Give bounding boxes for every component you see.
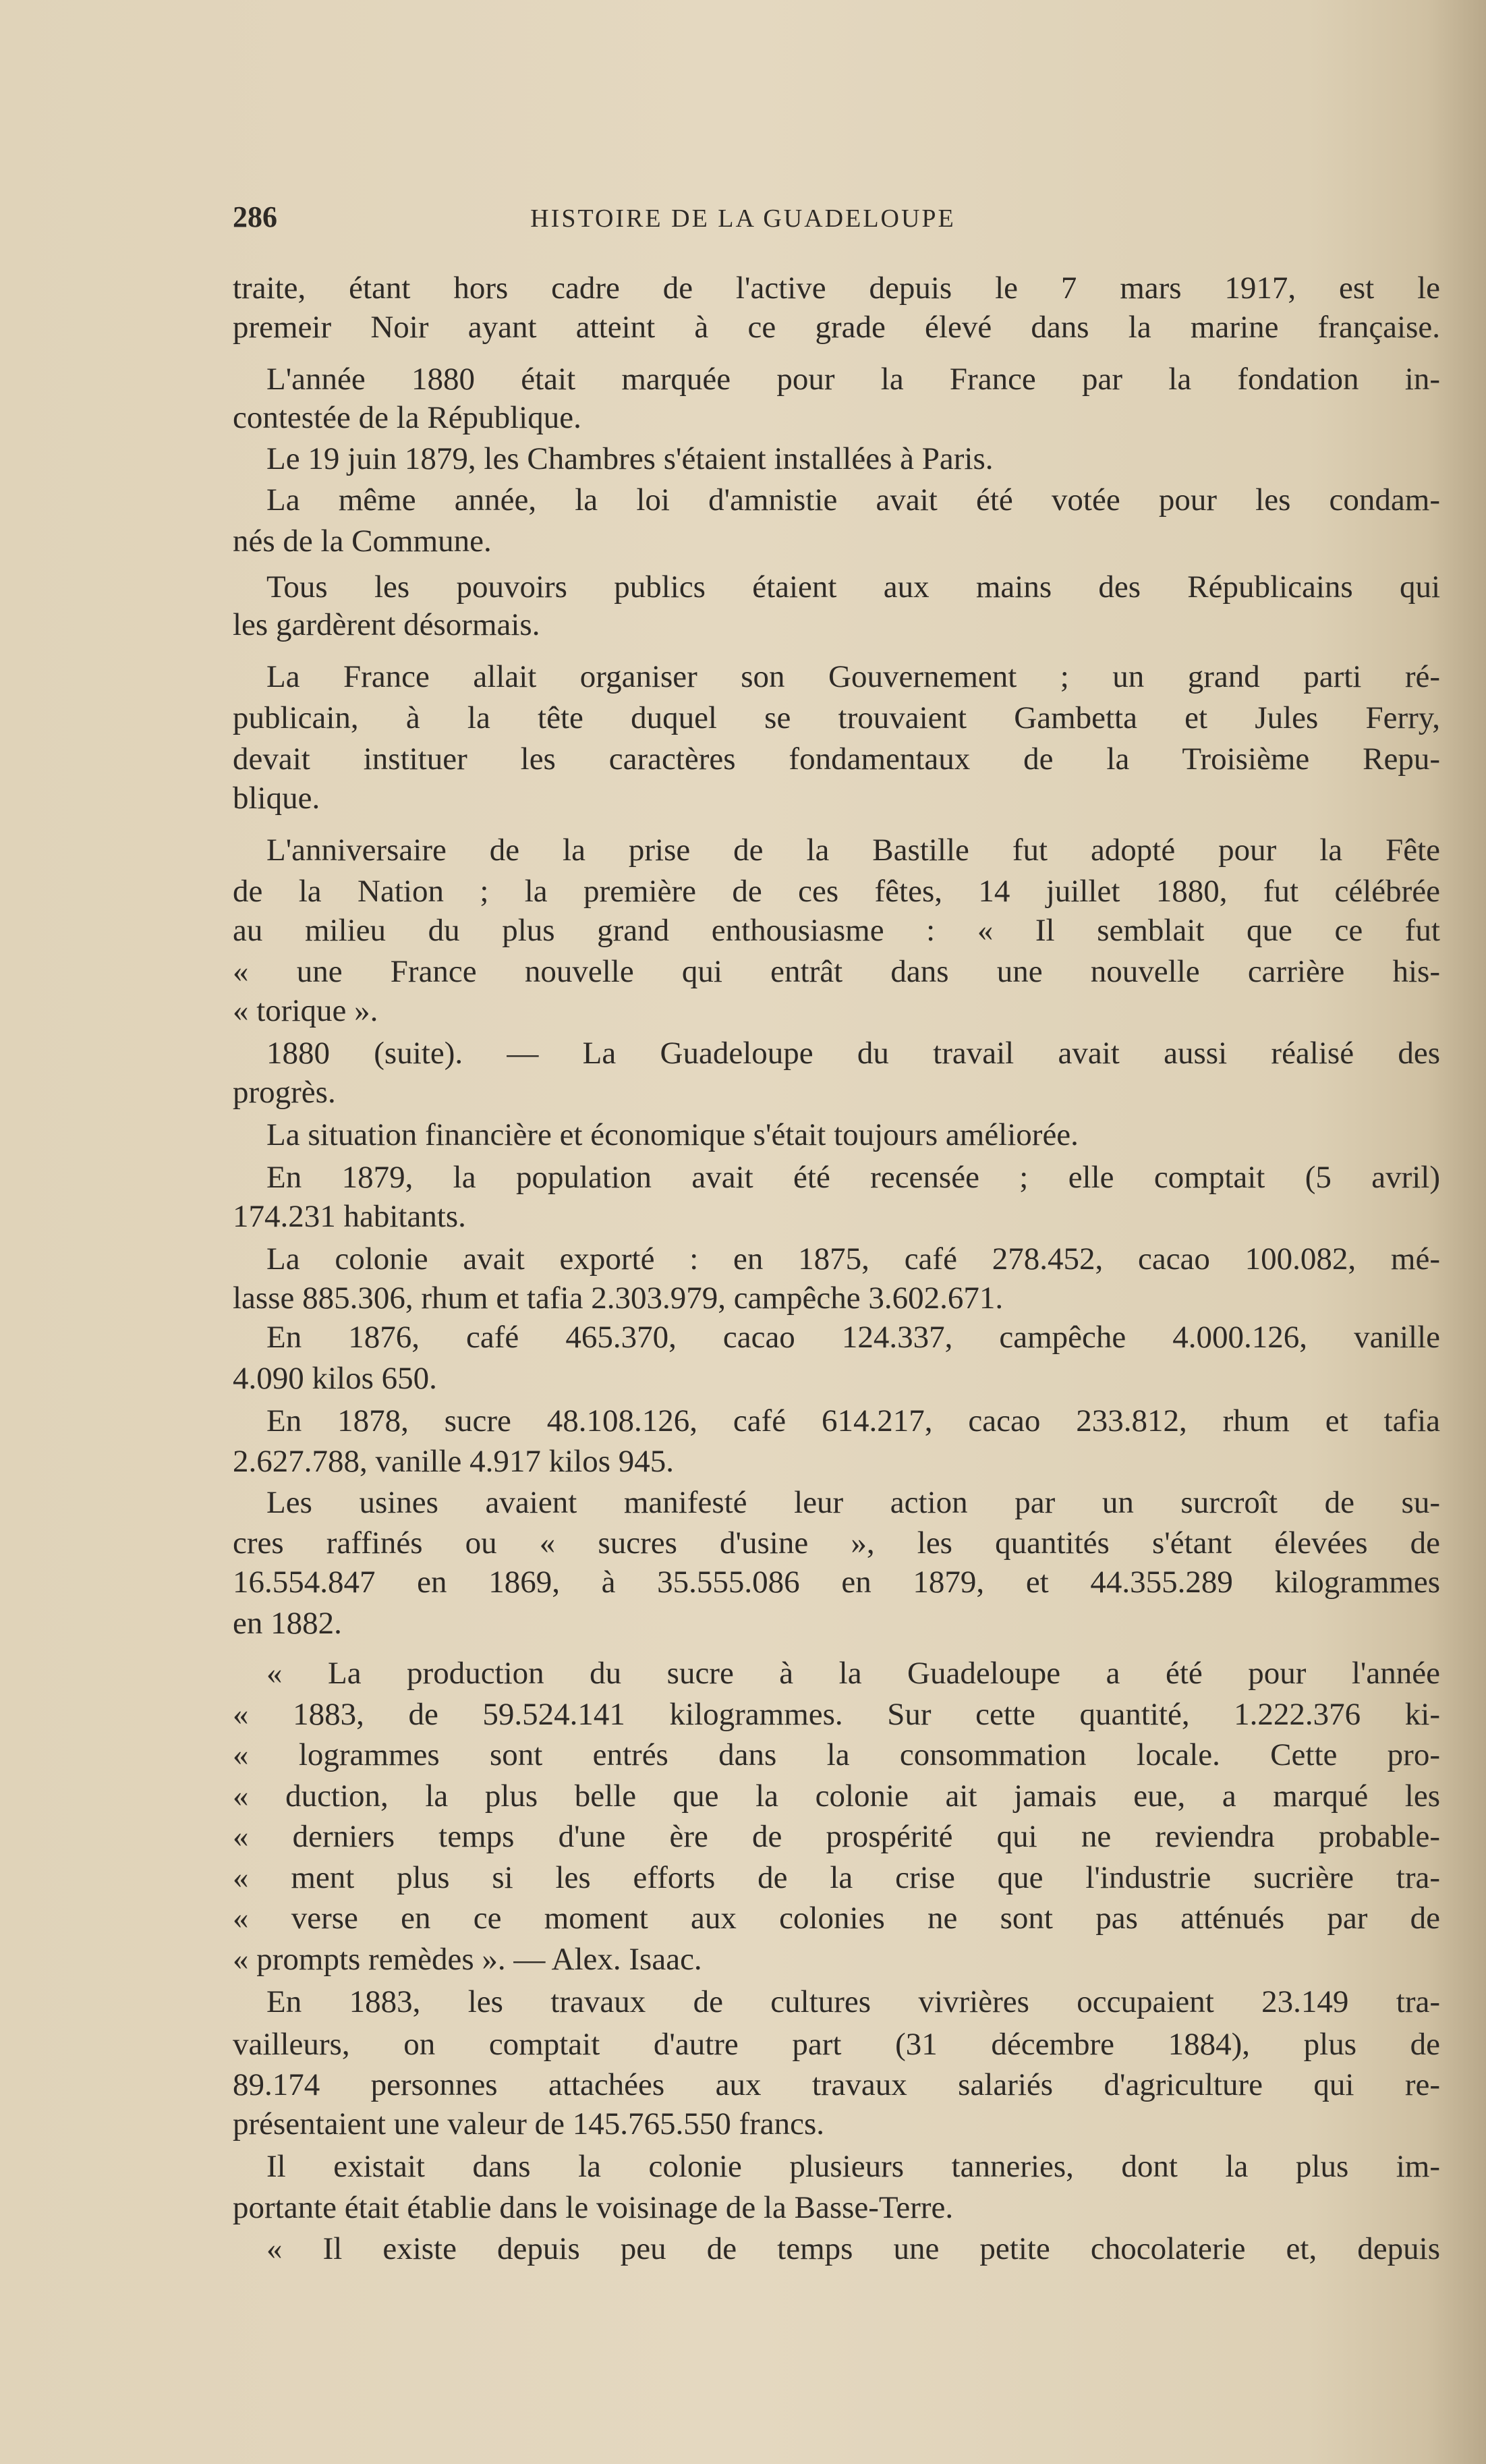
- text-line: L'anniversaire de la prise de la Bastille fut adopté pour la Fête: [266, 833, 1440, 868]
- text-line: 1880 (suite). — La Guadeloupe du travail avait aussi réalisé des: [266, 1036, 1440, 1071]
- text-line: 2.627.788, vanille 4.917 kilos 945.: [233, 1444, 675, 1479]
- text-line: « derniers temps d'une ère de prospérité qui ne reviendra probable-: [233, 1819, 1440, 1854]
- text-line: contestée de la République.: [233, 400, 581, 435]
- text-line: nés de la Commune.: [233, 524, 492, 559]
- text-line: « torique ».: [233, 993, 378, 1028]
- text-line: Tous les pouvoirs publics étaient aux mains des Républicains qui: [266, 569, 1440, 605]
- text-line: « La production du sucre à la Guadeloupe a été pour l'année: [266, 1656, 1440, 1691]
- text-line: La situation financière et économique s'était toujours améliorée.: [266, 1117, 1079, 1152]
- text-line: « logrammes sont entrés dans la consommation locale. Cette pro-: [233, 1737, 1440, 1772]
- text-line: 16.554.847 en 1869, à 35.555.086 en 1879, et 44.355.289 kilogrammes: [233, 1565, 1440, 1600]
- text-line: « une France nouvelle qui entrât dans une nouvelle carrière his-: [233, 954, 1440, 989]
- text-line: En 1883, les travaux de cultures vivrières occupaient 23.149 tra-: [266, 1984, 1440, 2019]
- text-line: 4.090 kilos 650.: [233, 1361, 437, 1396]
- text-line: 89.174 personnes attachées aux travaux salariés d'agriculture qui re-: [233, 2067, 1440, 2102]
- text-line: en 1882.: [233, 1606, 342, 1641]
- text-line: Il existait dans la colonie plusieurs tanneries, dont la plus im-: [266, 2149, 1440, 2184]
- text-line: publicain, à la tête duquel se trouvaient Gambetta et Jules Ferry,: [233, 700, 1440, 735]
- text-line: de la Nation ; la première de ces fêtes, 14 juillet 1880, fut célébrée: [233, 874, 1440, 909]
- text-line: devait instituer les caractères fondamentaux de la Troisième Repu-: [233, 741, 1440, 777]
- text-line: La même année, la loi d'amnistie avait été votée pour les condam-: [266, 482, 1440, 517]
- text-line: les gardèrent désormais.: [233, 607, 540, 642]
- page-number: 286: [233, 200, 277, 233]
- text-line: cres raffinés ou « sucres d'usine », les quantités s'étant élevées de: [233, 1525, 1440, 1561]
- text-line: présentaient une valeur de 145.765.550 francs.: [233, 2106, 825, 2141]
- text-line: « verse en ce moment aux colonies ne sont pas atténués par de: [233, 1901, 1440, 1936]
- text-line: vailleurs, on comptait d'autre part (31 décembre 1884), plus de: [233, 2027, 1440, 2062]
- text-line: L'année 1880 était marquée pour la France par la fondation in-: [266, 362, 1440, 397]
- text-line: « Il existe depuis peu de temps une petite chocolaterie et, depuis: [266, 2231, 1440, 2266]
- text-line: premeir Noir ayant atteint à ce grade élevé dans la marine française.: [233, 310, 1440, 345]
- text-line: En 1878, sucre 48.108.126, café 614.217, cacao 233.812, rhum et tafia: [266, 1403, 1440, 1438]
- text-line: La France allait organiser son Gouvernement ; un grand parti ré-: [266, 659, 1440, 694]
- text-line: lasse 885.306, rhum et tafia 2.303.979, campêche 3.602.671.: [233, 1281, 1004, 1316]
- text-line: 174.231 habitants.: [233, 1199, 466, 1234]
- text-line: Les usines avaient manifesté leur action par un surcroît de su-: [266, 1485, 1440, 1520]
- text-line: « duction, la plus belle que la colonie ait jamais eue, a marqué les: [233, 1779, 1440, 1814]
- text-line: La colonie avait exporté : en 1875, café 278.452, cacao 100.082, mé-: [266, 1241, 1440, 1277]
- text-line: En 1879, la population avait été recensée ; elle comptait (5 avril): [266, 1160, 1440, 1195]
- text-line: blique.: [233, 781, 320, 816]
- text-line: progrès.: [233, 1075, 336, 1110]
- text-line: portante était établie dans le voisinage de la Basse-Terre.: [233, 2190, 954, 2225]
- text-line: au milieu du plus grand enthousiasme : « Il semblait que ce fut: [233, 913, 1440, 948]
- text-line: traite, étant hors cadre de l'active depuis le 7 mars 1917, est le: [233, 271, 1440, 306]
- running-header: HISTOIRE DE LA GUADELOUPE: [530, 204, 956, 233]
- text-line: En 1876, café 465.370, cacao 124.337, campêche 4.000.126, vanille: [266, 1320, 1440, 1355]
- text-line: « prompts remèdes ». — Alex. Isaac.: [233, 1942, 702, 1977]
- text-line: « 1883, de 59.524.141 kilogrammes. Sur cette quantité, 1.222.376 ki-: [233, 1697, 1440, 1732]
- text-line: Le 19 juin 1879, les Chambres s'étaient installées à Paris.: [266, 441, 994, 476]
- text-line: « ment plus si les efforts de la crise que l'industrie sucrière tra-: [233, 1860, 1440, 1895]
